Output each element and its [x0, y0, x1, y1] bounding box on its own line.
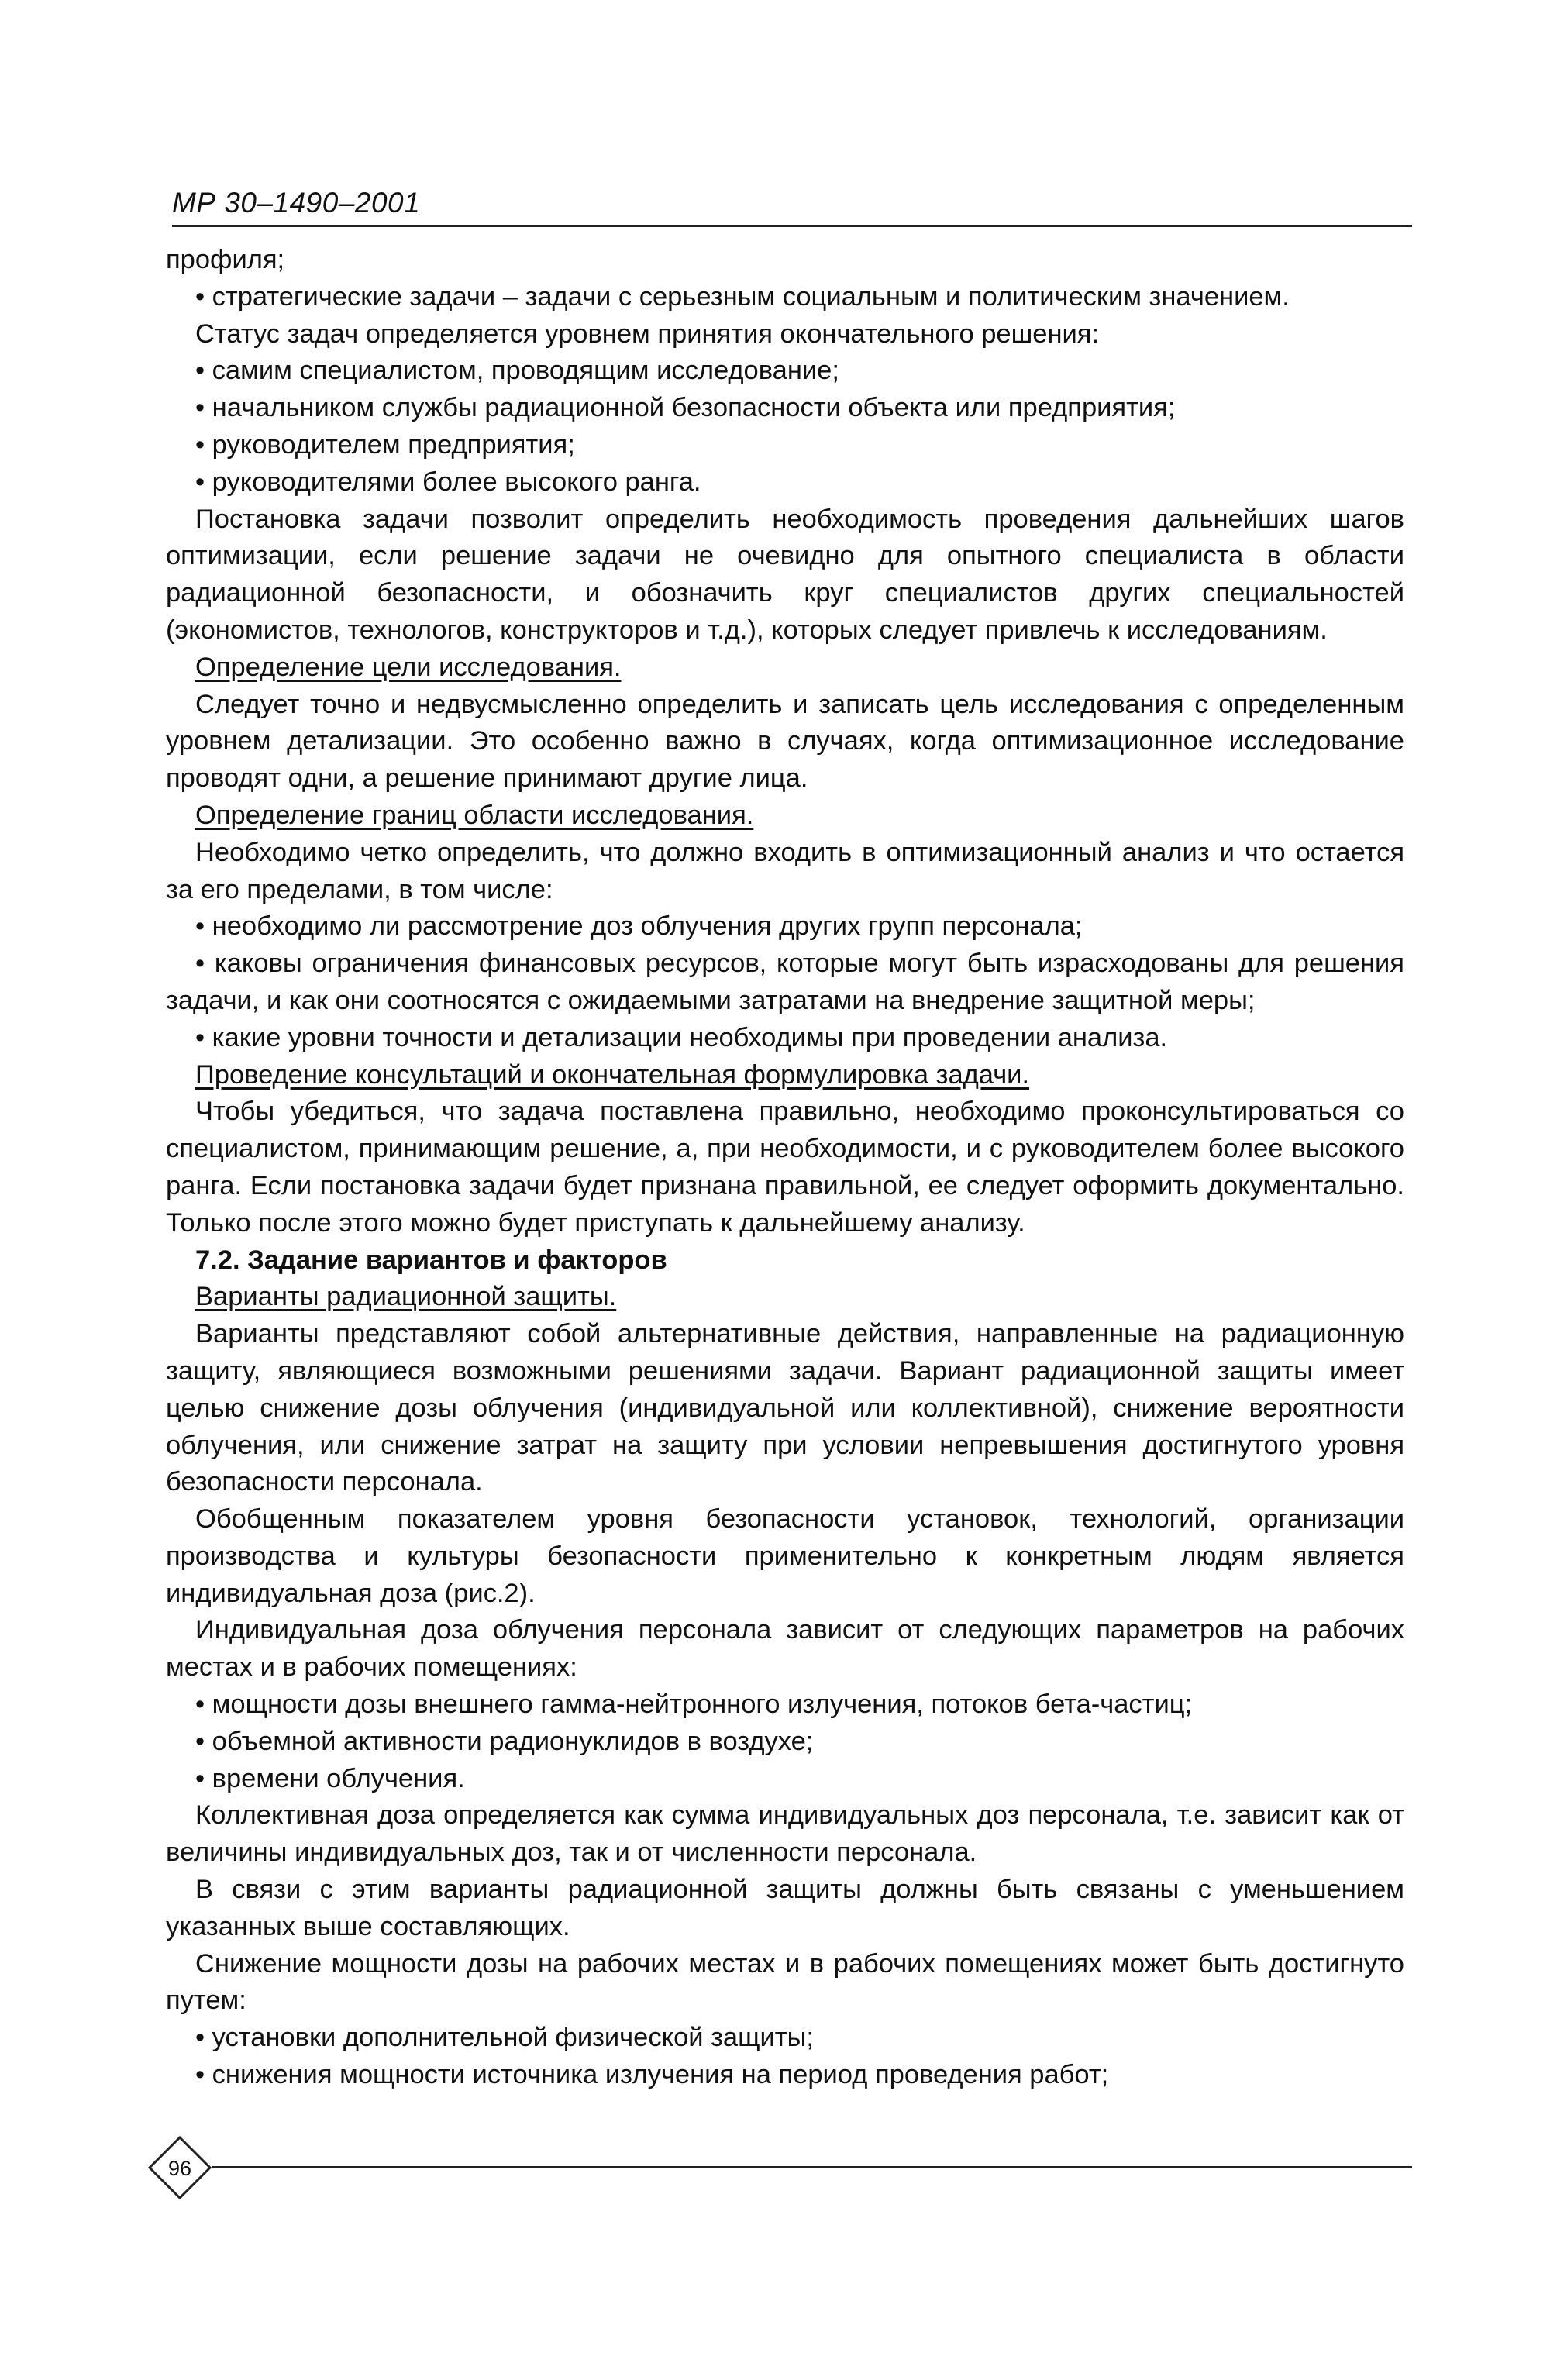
subheading: Определение границ области исследования.: [195, 800, 754, 830]
bullet-item: • начальником службы радиационной безопасности объекта или предприятия;: [195, 393, 1176, 423]
header-rule: [172, 225, 1412, 227]
page-number-diamond: [147, 2135, 212, 2200]
document-code: МР 30–1490–2001: [172, 187, 421, 219]
paragraph: Индивидуальная доза облучения персонала зависит от следующих параметров на рабочих местах и в рабочих помещениях:: [166, 1615, 1404, 1683]
paragraph: Обобщенным показателем уровня безопасности установок, технологий, организации производства и культуры безопасности применительно к конкретным людям является индивидуальная доза (рис.2).: [166, 1504, 1404, 1608]
paragraph: Постановка задачи позволит определить необходимость проведения дальнейших шагов оптимизации, если решение задачи не очевидно для опытного специалиста в области радиационной безопасности, и обозначить круг специалистов других специальностей (экономистов, технологов, конструкторов и т.д.), которых следует привлечь к исследованиям.: [166, 504, 1404, 645]
paragraph: Снижение мощности дозы на рабочих местах и в рабочих помещениях может быть достигнуто путем:: [166, 1948, 1404, 2016]
page-body: [166, 242, 1404, 2094]
paragraph: В связи с этим варианты радиационной защиты должны быть связаны с уменьшением указанных выше составляющих.: [166, 1875, 1404, 1941]
bullet-item: • снижения мощности источника излучения на период проведения работ;: [195, 2060, 1109, 2090]
bullet-item: • руководителем предприятия;: [195, 429, 575, 460]
paragraph: Статус задач определяется уровнем принятия окончательного решения:: [195, 319, 1100, 349]
bullet-item: • установки дополнительной физической защиты;: [195, 2023, 814, 2053]
subheading: Проведение консультаций и окончательная формулировка задачи.: [195, 1059, 1030, 1090]
bullet-item: • каковы ограничения финансовых ресурсов, которые могут быть израсходованы для решения задачи, и как они соотносятся с ожидаемыми затратами на внедрение защитной меры;: [166, 949, 1404, 1015]
bullet-item: • какие уровни точности и детализации необходимы при проведении анализа.: [195, 1022, 1168, 1052]
bullet-item: • самим специалистом, проводящим исследование;: [195, 356, 839, 386]
subheading: Определение цели исследования.: [195, 652, 622, 682]
paragraph: Коллективная доза определяется как сумма индивидуальных доз персонала, т.е. зависит как от величины индивидуальных доз, так и от численности персонала.: [166, 1800, 1404, 1868]
paragraph: Следует точно и недвусмысленно определить и записать цель исследования с определенным уровнем детализации. Это особенно важно в случаях, когда оптимизационное исследование проводят одни, а решение принимают другие лица.: [166, 689, 1404, 794]
footer-rule: [212, 2166, 1412, 2168]
bullet-item: • необходимо ли рассмотрение доз облучения других групп персонала;: [195, 911, 1083, 942]
subheading: Варианты радиационной защиты.: [195, 1282, 617, 1312]
paragraph: профиля;: [166, 245, 285, 274]
bullet-item: • мощности дозы внешнего гамма-нейтронного излучения, потоков бета-частиц;: [195, 1689, 1193, 1720]
bullet-item: • времени облучения.: [195, 1763, 465, 1793]
page-footer: [147, 2135, 1412, 2200]
bullet-item: • объемной активности радионуклидов в воздухе;: [195, 1726, 814, 1756]
paragraph: Варианты представляют собой альтернативные действия, направленные на радиационную защиту, являющиеся возможными решениями задачи. Вариант радиационной защиты имеет целью снижение дозы облучения (индивидуальной или коллективной), снижение вероятности облучения, или снижение затрат на защиту при условии непревышения достигнутого уровня безопасности персонала.: [166, 1319, 1404, 1497]
section-heading: 7.2. Задание вариантов и факторов: [195, 1245, 667, 1275]
paragraph: Необходимо четко определить, что должно входить в оптимизационный анализ и что остается за его пределами, в том числе:: [166, 837, 1404, 904]
paragraph: Чтобы убедиться, что задача поставлена правильно, необходимо проконсультироваться со специалистом, принимающим решение, а, при необходимости, и с руководителем более высокого ранга. Если постановка задачи будет признана правильной, ее следует оформить документально. Только после этого можно будет приступать к дальнейшему анализу.: [166, 1097, 1404, 1238]
bullet-item: • руководителями более высокого ранга.: [195, 467, 701, 497]
page-header: [172, 184, 1412, 229]
bullet-item: • стратегические задачи – задачи с серьезным социальным и политическим значением.: [195, 281, 1290, 312]
page-number: 96: [167, 2157, 192, 2180]
